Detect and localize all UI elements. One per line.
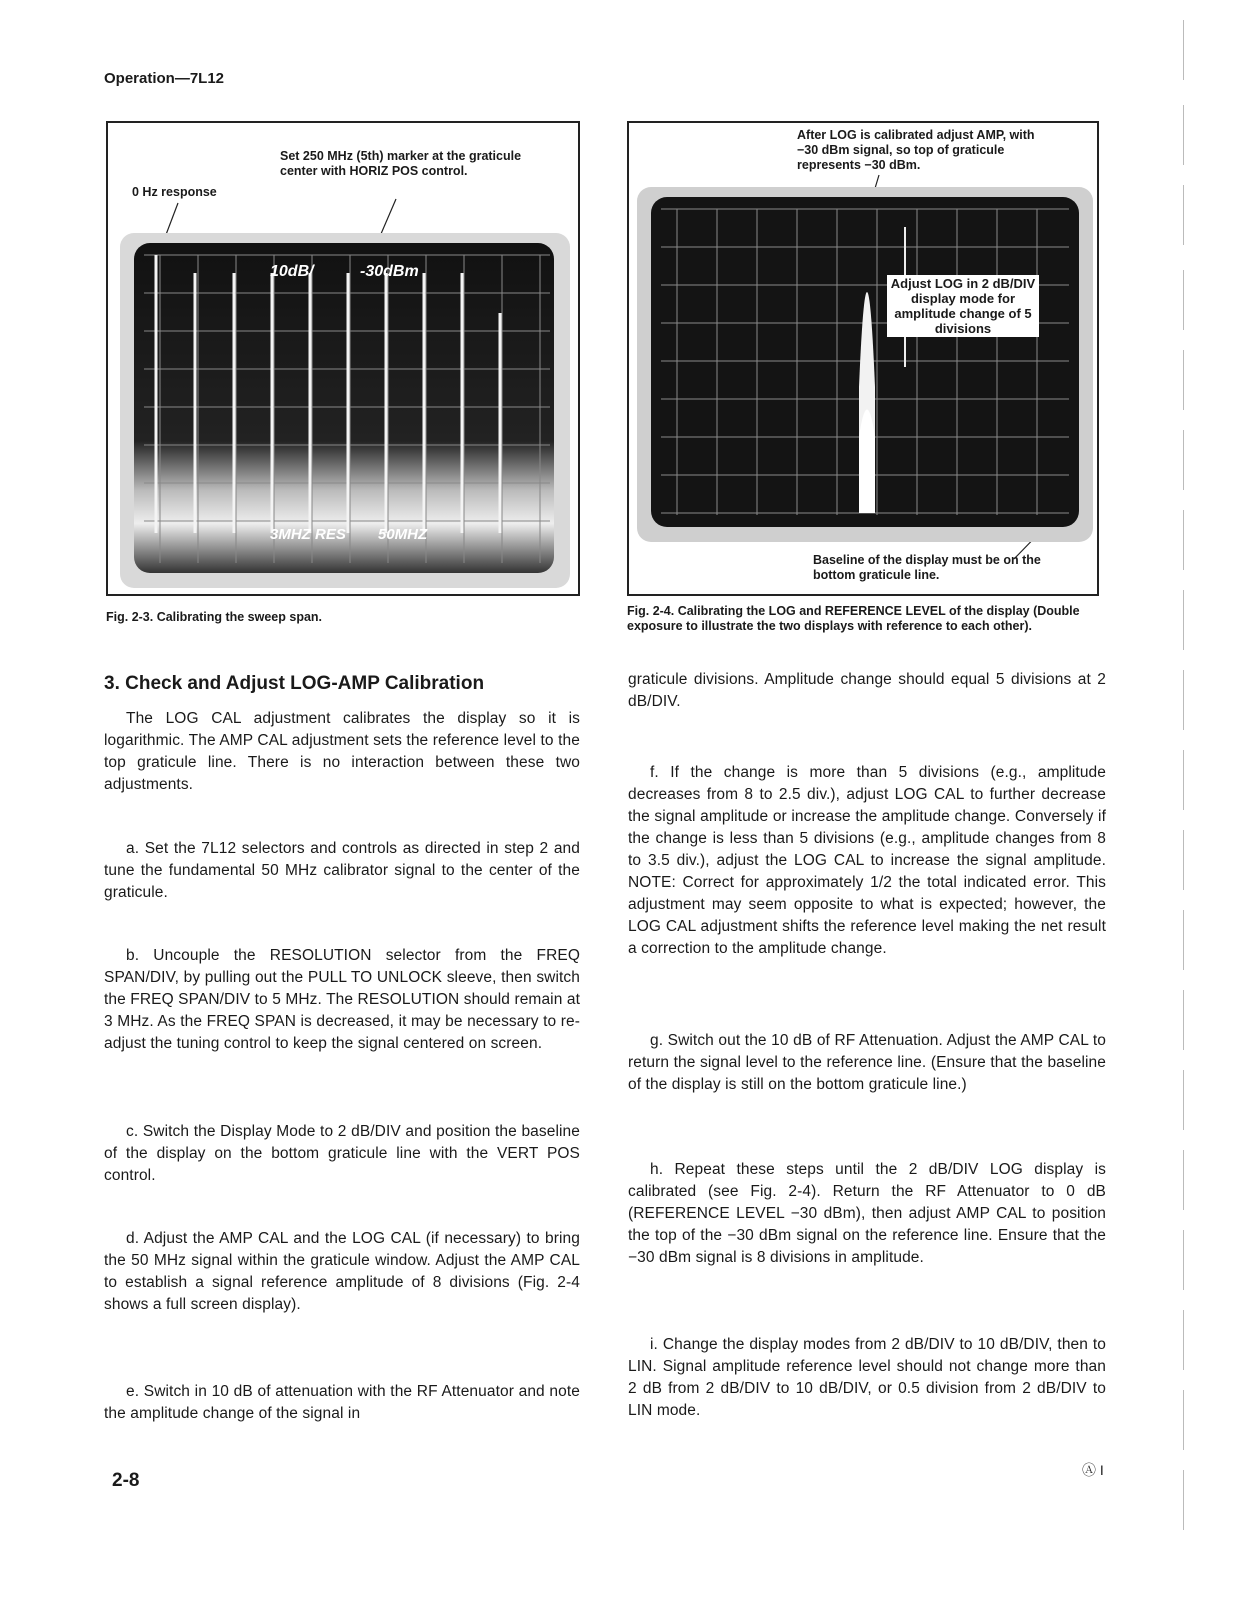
- margin-tick: [1183, 430, 1184, 490]
- continuation-text: graticule divisions. Amplitude change should equal 5 divisions at 2 dB/DIV.: [628, 671, 1106, 710]
- step-c-text: c. Switch the Display Mode to 2 dB/DIV and position the baseline of the display on the bottom graticule line with the VERT POS control.: [104, 1123, 580, 1184]
- step-b: [104, 945, 580, 1055]
- intro-paragraph: The LOG CAL adjustment calibrates the display so it is logarithmic. The AMP CAL adjustment sets the reference level to the top graticule line. There is no interaction between these two adjustments.: [104, 710, 580, 793]
- page-header: Operation—7L12: [104, 70, 225, 87]
- margin-tick: [1183, 750, 1184, 810]
- label-baseline: Baseline of the display must be on the bottom graticule line.: [813, 553, 1041, 582]
- label-marker-instruction: Set 250 MHz (5th) marker at the graticule center with HORIZ POS control.: [280, 149, 522, 178]
- label-log-adjust: Adjust LOG in 2 dB/DIV display mode for amplitude change of 5 divisions: [887, 275, 1039, 337]
- revision-mark: Ⓐ I: [1082, 1462, 1104, 1478]
- left-column: [104, 708, 580, 796]
- step-h: [628, 1159, 1106, 1269]
- margin-tick: [1183, 350, 1184, 410]
- step-d-text: d. Adjust the AMP CAL and the LOG CAL (if necessary) to bring the 50 MHz signal within the graticule window. Adjust the AMP CAL to establish a signal reference amplitude of 8 divisions (Fig. 2-4 shows a full screen display).: [104, 1230, 580, 1313]
- margin-tick: [1183, 1150, 1184, 1210]
- step-f: [628, 762, 1106, 960]
- screen-readout-resolution: 3MHZ RES: [270, 526, 346, 543]
- step-h-text: h. Repeat these steps until the 2 dB/DIV LOG display is calibrated (see Fig. 2-4). Return the RF Attenuator to 0 dB (REFERENCE LEVEL −30 dBm), then adjust AMP CAL to position the top of the −30 dBm signal on the reference line. Ensure that the −30 dBm signal is 8 divisions in amplitude.: [628, 1161, 1106, 1266]
- log-display: [637, 187, 1093, 542]
- margin-tick: [1183, 1470, 1184, 1530]
- figure-2-3: [106, 121, 580, 596]
- figure-2-4-caption: Fig. 2-4. Calibrating the LOG and REFERENCE LEVEL of the display (Double exposure to illustrate the two displays with reference to each other).: [627, 604, 1080, 633]
- step-c: [104, 1121, 580, 1187]
- margin-tick: [1183, 830, 1184, 890]
- margin-tick: [1183, 1230, 1184, 1290]
- step-g: [628, 1030, 1106, 1096]
- right-continuation: [628, 669, 1106, 713]
- step-d: [104, 1228, 580, 1316]
- margin-tick: [1183, 1070, 1184, 1130]
- screen-readout-level: -30dBm: [360, 263, 419, 280]
- margin-tick: [1183, 510, 1184, 570]
- margin-tick: [1183, 590, 1184, 650]
- figure-2-3-caption: Fig. 2-3. Calibrating the sweep span.: [106, 610, 323, 624]
- margin-tick: [1183, 1390, 1184, 1450]
- margin-tick: [1183, 270, 1184, 330]
- label-0hz-response: 0 Hz response: [132, 185, 217, 199]
- margin-tick: [1183, 910, 1184, 970]
- oscilloscope-screen-log: [637, 187, 1093, 542]
- margin-tick: [1183, 990, 1184, 1050]
- screen-readout-span: 50MHZ: [378, 526, 428, 543]
- margin-tick: [1183, 105, 1184, 165]
- margin-tick: [1183, 670, 1184, 730]
- step-e: [104, 1381, 580, 1425]
- step-a-text: a. Set the 7L12 selectors and controls as directed in step 2 and tune the fundamental 50 MHz calibrator signal to the center of the graticule.: [104, 840, 580, 901]
- page-number: 2-8: [112, 1470, 140, 1491]
- step-i-text: i. Change the display modes from 2 dB/DIV to 10 dB/DIV, then to LIN. Signal amplitude reference level should not change more than 2 dB from 2 dB/DIV to 10 dB/DIV, or 0.5 division from 2 dB/DIV to LIN mode.: [628, 1336, 1106, 1419]
- step-e-text: e. Switch in 10 dB of attenuation with the RF Attenuator and note the amplitude change of the signal in: [104, 1383, 580, 1422]
- oscilloscope-screen-sweep: [120, 233, 570, 588]
- step-f-text: f. If the change is more than 5 divisions (e.g., amplitude decreases from 8 to 2.5 div.), adjust LOG CAL to further decrease the signal amplitude or increase the amplitude change. Conversely if the change is less than 5 divisions (e.g., amplitude changes from 8 to 3.5 div.), adjust the LOG CAL to increase the signal amplitude. NOTE: Correct for approximately 1/2 the total indicated error. This adjustment may seem opposite to what is expected; however, the LOG CAL adjustment shifts the reference level making the net result a correction to the amplitude change.: [628, 764, 1106, 957]
- margin-tick: [1183, 20, 1184, 80]
- step-g-text: g. Switch out the 10 dB of RF Attenuation. Adjust the AMP CAL to return the signal level to the reference line. (Ensure that the baseline of the display is still on the bottom graticule line.): [628, 1032, 1106, 1093]
- step-b-text: b. Uncouple the RESOLUTION selector from the FREQ SPAN/DIV, by pulling out the PULL TO UNLOCK sleeve, then switch the FREQ SPAN/DIV to 5 MHz. The RESOLUTION should remain at 3 MHz. As the FREQ SPAN is decreased, it may be necessary to re-adjust the tuning control to keep the signal centered on screen.: [104, 947, 580, 1052]
- step-i: [628, 1334, 1106, 1422]
- section-title: 3. Check and Adjust LOG-AMP Calibration: [104, 673, 485, 694]
- figure-2-4: [627, 121, 1099, 596]
- margin-tick: [1183, 1310, 1184, 1370]
- margin-tick: [1183, 185, 1184, 245]
- step-a: [104, 838, 580, 904]
- label-amp-adjust: After LOG is calibrated adjust AMP, with −30 dBm signal, so top of graticule represents −30 dBm.: [797, 128, 1035, 172]
- screen-readout-scale: 10dB/: [270, 263, 314, 280]
